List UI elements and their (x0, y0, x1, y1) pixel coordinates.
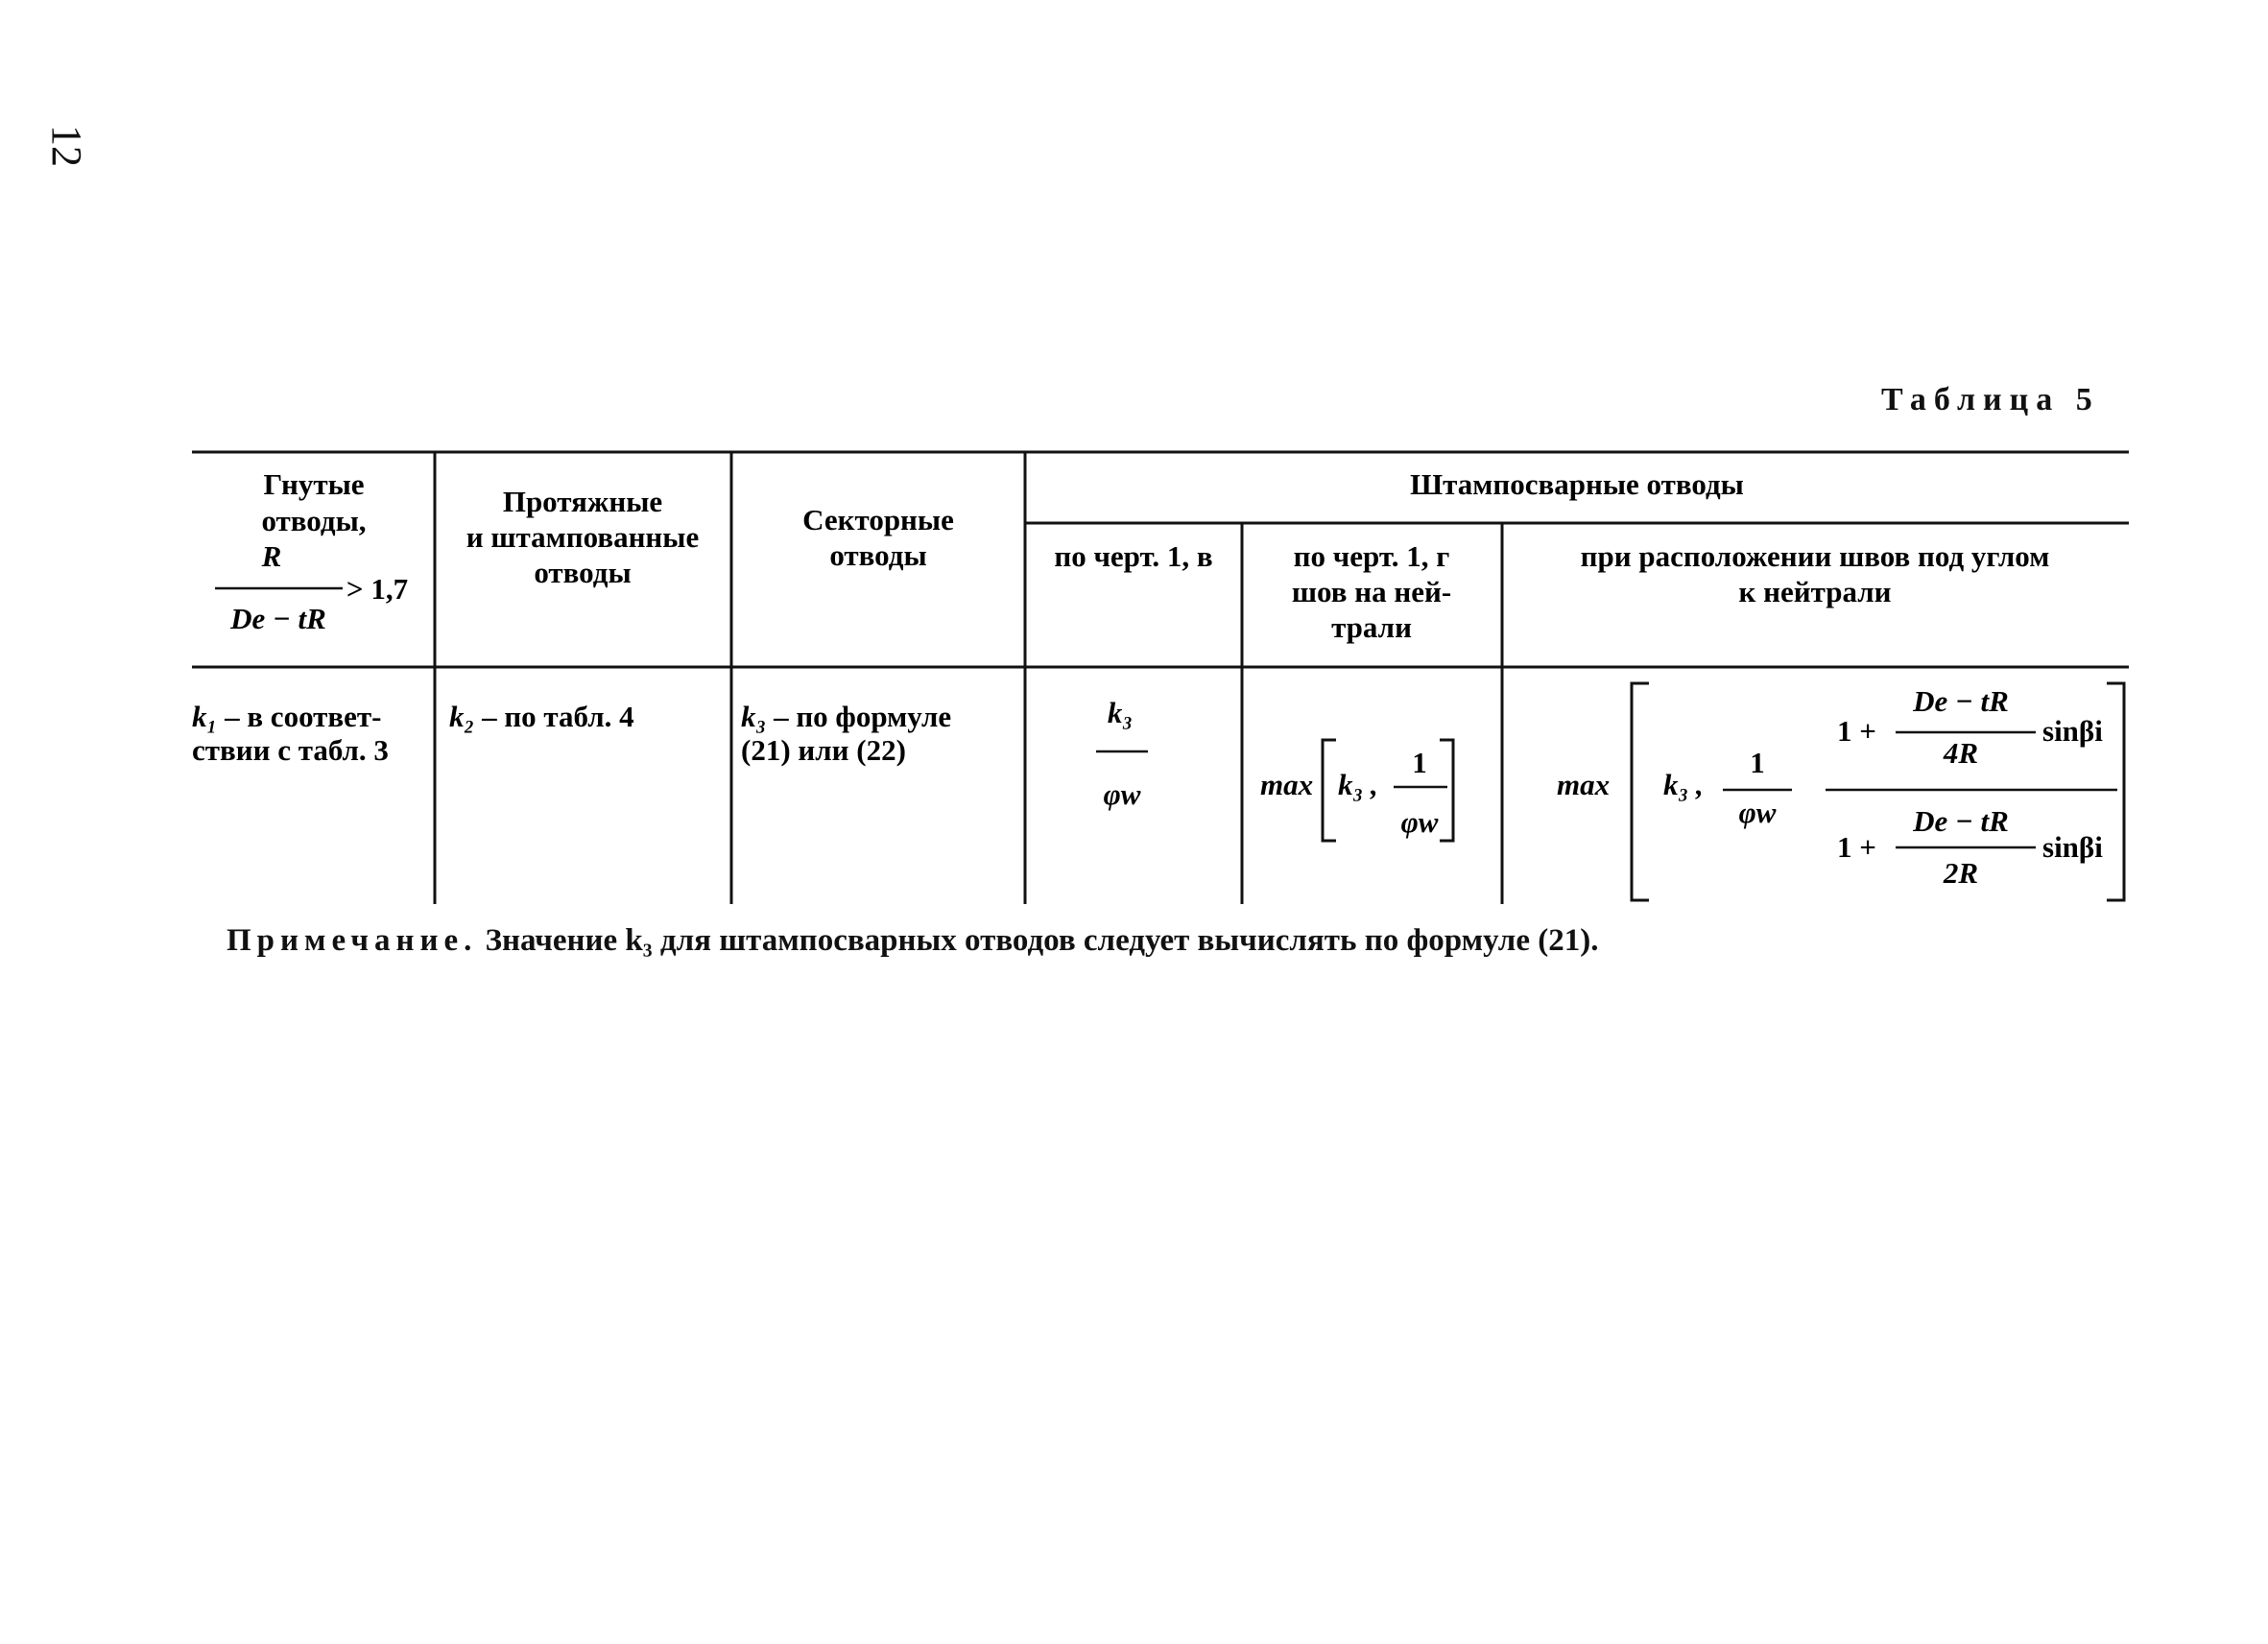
header-sub-v: по черт. 1, в (1054, 539, 1213, 573)
cell-c4-numerator: k₃ (1107, 696, 1134, 729)
note-text: Значение k₃ для штампосварных отводов следует вычислять по формуле (21). (485, 923, 1599, 958)
cell-c6-top-sin: sinβi (2042, 714, 2103, 748)
cell-c5-right-bracket (1440, 740, 1453, 841)
cell-c6-top-oneplus: 1 + (1837, 714, 1876, 748)
cell-c5-phi: φw (1400, 805, 1439, 839)
cell-k1: k₁ – в соответ- (192, 700, 382, 733)
cell-c5-left-bracket (1323, 740, 1336, 841)
cell-k3-line2: (21) или (22) (741, 733, 906, 767)
cell-c6-top-num: De − tR (1913, 684, 2009, 718)
note-label: Примечание. (227, 923, 478, 958)
header-drawn-line2: и штампованные (466, 520, 700, 554)
cell-c5-one: 1 (1412, 746, 1427, 779)
header-sub-g-line3: трали (1331, 610, 1412, 644)
header-sub-angle-line1: при расположении швов под углом (1580, 539, 2050, 573)
header-bent-denominator: De − tR (230, 602, 326, 635)
cell-c5-k: k₃ , (1338, 768, 1378, 801)
cell-c6-bot-sin: sinβi (2042, 830, 2103, 864)
cell-c6-max: max (1557, 768, 1611, 801)
cell-k3: k₃ – по формуле (741, 700, 952, 733)
cell-c4-denominator: φw (1103, 777, 1141, 811)
cell-c6-right-bracket (2107, 683, 2124, 900)
cell-c6-bot-oneplus: 1 + (1837, 830, 1876, 864)
cell-c6-bot-num: De − tR (1913, 804, 2009, 838)
cell-k2: k₂ – по табл. 4 (449, 700, 634, 733)
cell-k1-line2: ствии с табл. 3 (192, 733, 389, 767)
header-drawn-line1: Протяжные (502, 485, 663, 518)
header-sector-line2: отводы (829, 538, 927, 572)
cell-c6-k: k₃ , (1663, 768, 1704, 801)
table-note (227, 923, 1598, 959)
cell-c6-phi: φw (1738, 796, 1777, 829)
header-bent-condition: > 1,7 (346, 572, 409, 606)
cell-c6-top-den: 4R (1943, 736, 1979, 770)
cell-c6-bot-den: 2R (1943, 856, 1979, 890)
header-sector-line1: Секторные (802, 503, 954, 536)
cell-c6-left-bracket (1632, 683, 1649, 900)
header-bent-line1: Гнутые (263, 467, 365, 501)
header-stamp-welded: Штампосварные отводы (1410, 467, 1744, 501)
header-sub-g-line1: по черт. 1, г (1293, 539, 1450, 573)
header-drawn-line3: отводы (534, 556, 632, 589)
page-number: 12 (43, 125, 90, 167)
header-sub-g-line2: шов на ней- (1291, 575, 1452, 608)
header-bent-numerator: R (261, 539, 282, 573)
header-bent-line2: отводы, (261, 504, 367, 537)
header-sub-angle-line2: к нейтрали (1738, 575, 1892, 608)
cell-c5-max: max (1260, 768, 1314, 801)
table-title: Таблица 5 (1881, 382, 2100, 417)
cell-c6-one: 1 (1750, 746, 1765, 779)
